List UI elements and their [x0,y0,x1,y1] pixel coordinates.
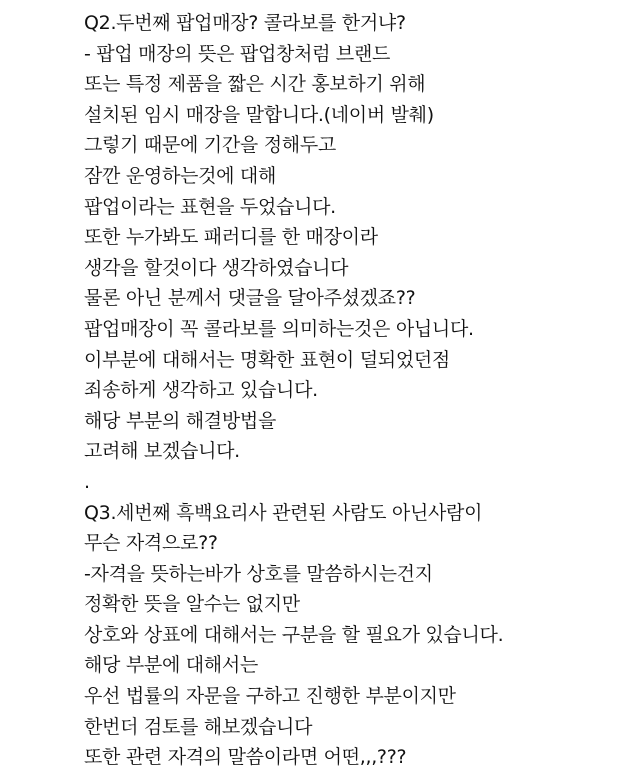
text-line: 생각을 할것이다 생각하였습니다 [84,256,349,279]
text-line: 고려해 보겠습니다. [84,440,240,463]
q2-heading: Q2.두번째 팝업매장? 콜라보를 한거냐? [84,12,406,34]
text-line: 그렇기 때문에 기간을 정해두고 [84,134,336,157]
separator-dot: . [84,470,90,493]
text-line: 물론 아닌 분께서 댓글을 달아주셨겠죠?? [84,287,416,310]
text-line: 한번더 검토를 해보겠습니다 [84,715,313,738]
text-line: 또한 누가봐도 패러디를 한 매장이라 [84,226,378,249]
text-line: -자격을 뜻하는바가 상호를 말씀하시는건지 [84,562,433,585]
text-line: 설치된 임시 매장을 말합니다.(네이버 발췌) [84,103,434,126]
q3-heading: Q3.세번째 흑백요리사 관련된 사람도 아닌사람이 [84,501,483,524]
text-line: 이부분에 대해서는 명확한 표현이 덜되었던점 [84,348,450,371]
text-line: 죄송하게 생각하고 있습니다. [84,379,318,402]
text-line: 또한 관련 자격의 말씀이라면 어떤,,,??? [84,746,407,769]
text-line: 팝업이라는 표현을 두었습니다. [84,195,336,218]
text-line: 무슨 자격으로?? [84,532,218,555]
text-line: 우선 법률의 자문을 구하고 진행한 부분이지만 [84,685,456,708]
text-line: - 팝업 매장의 뜻은 팝업창처럼 브랜드 [84,42,391,65]
text-line: 정확한 뜻을 알수는 없지만 [84,593,300,616]
text-line: 잠깐 운영하는것에 대해 [84,164,277,187]
text-line: 팝업매장이 꼭 콜라보를 의미하는것은 아닙니다. [84,317,474,340]
text-line: 해당 부분에 대해서는 [84,654,258,677]
text-line: 또는 특정 제품을 짧은 시간 홍보하기 위해 [84,73,426,96]
text-line: 해당 부분의 해결방법을 [84,409,277,432]
text-line: 상호와 상표에 대해서는 구분을 할 필요가 있습니다. [84,623,504,646]
